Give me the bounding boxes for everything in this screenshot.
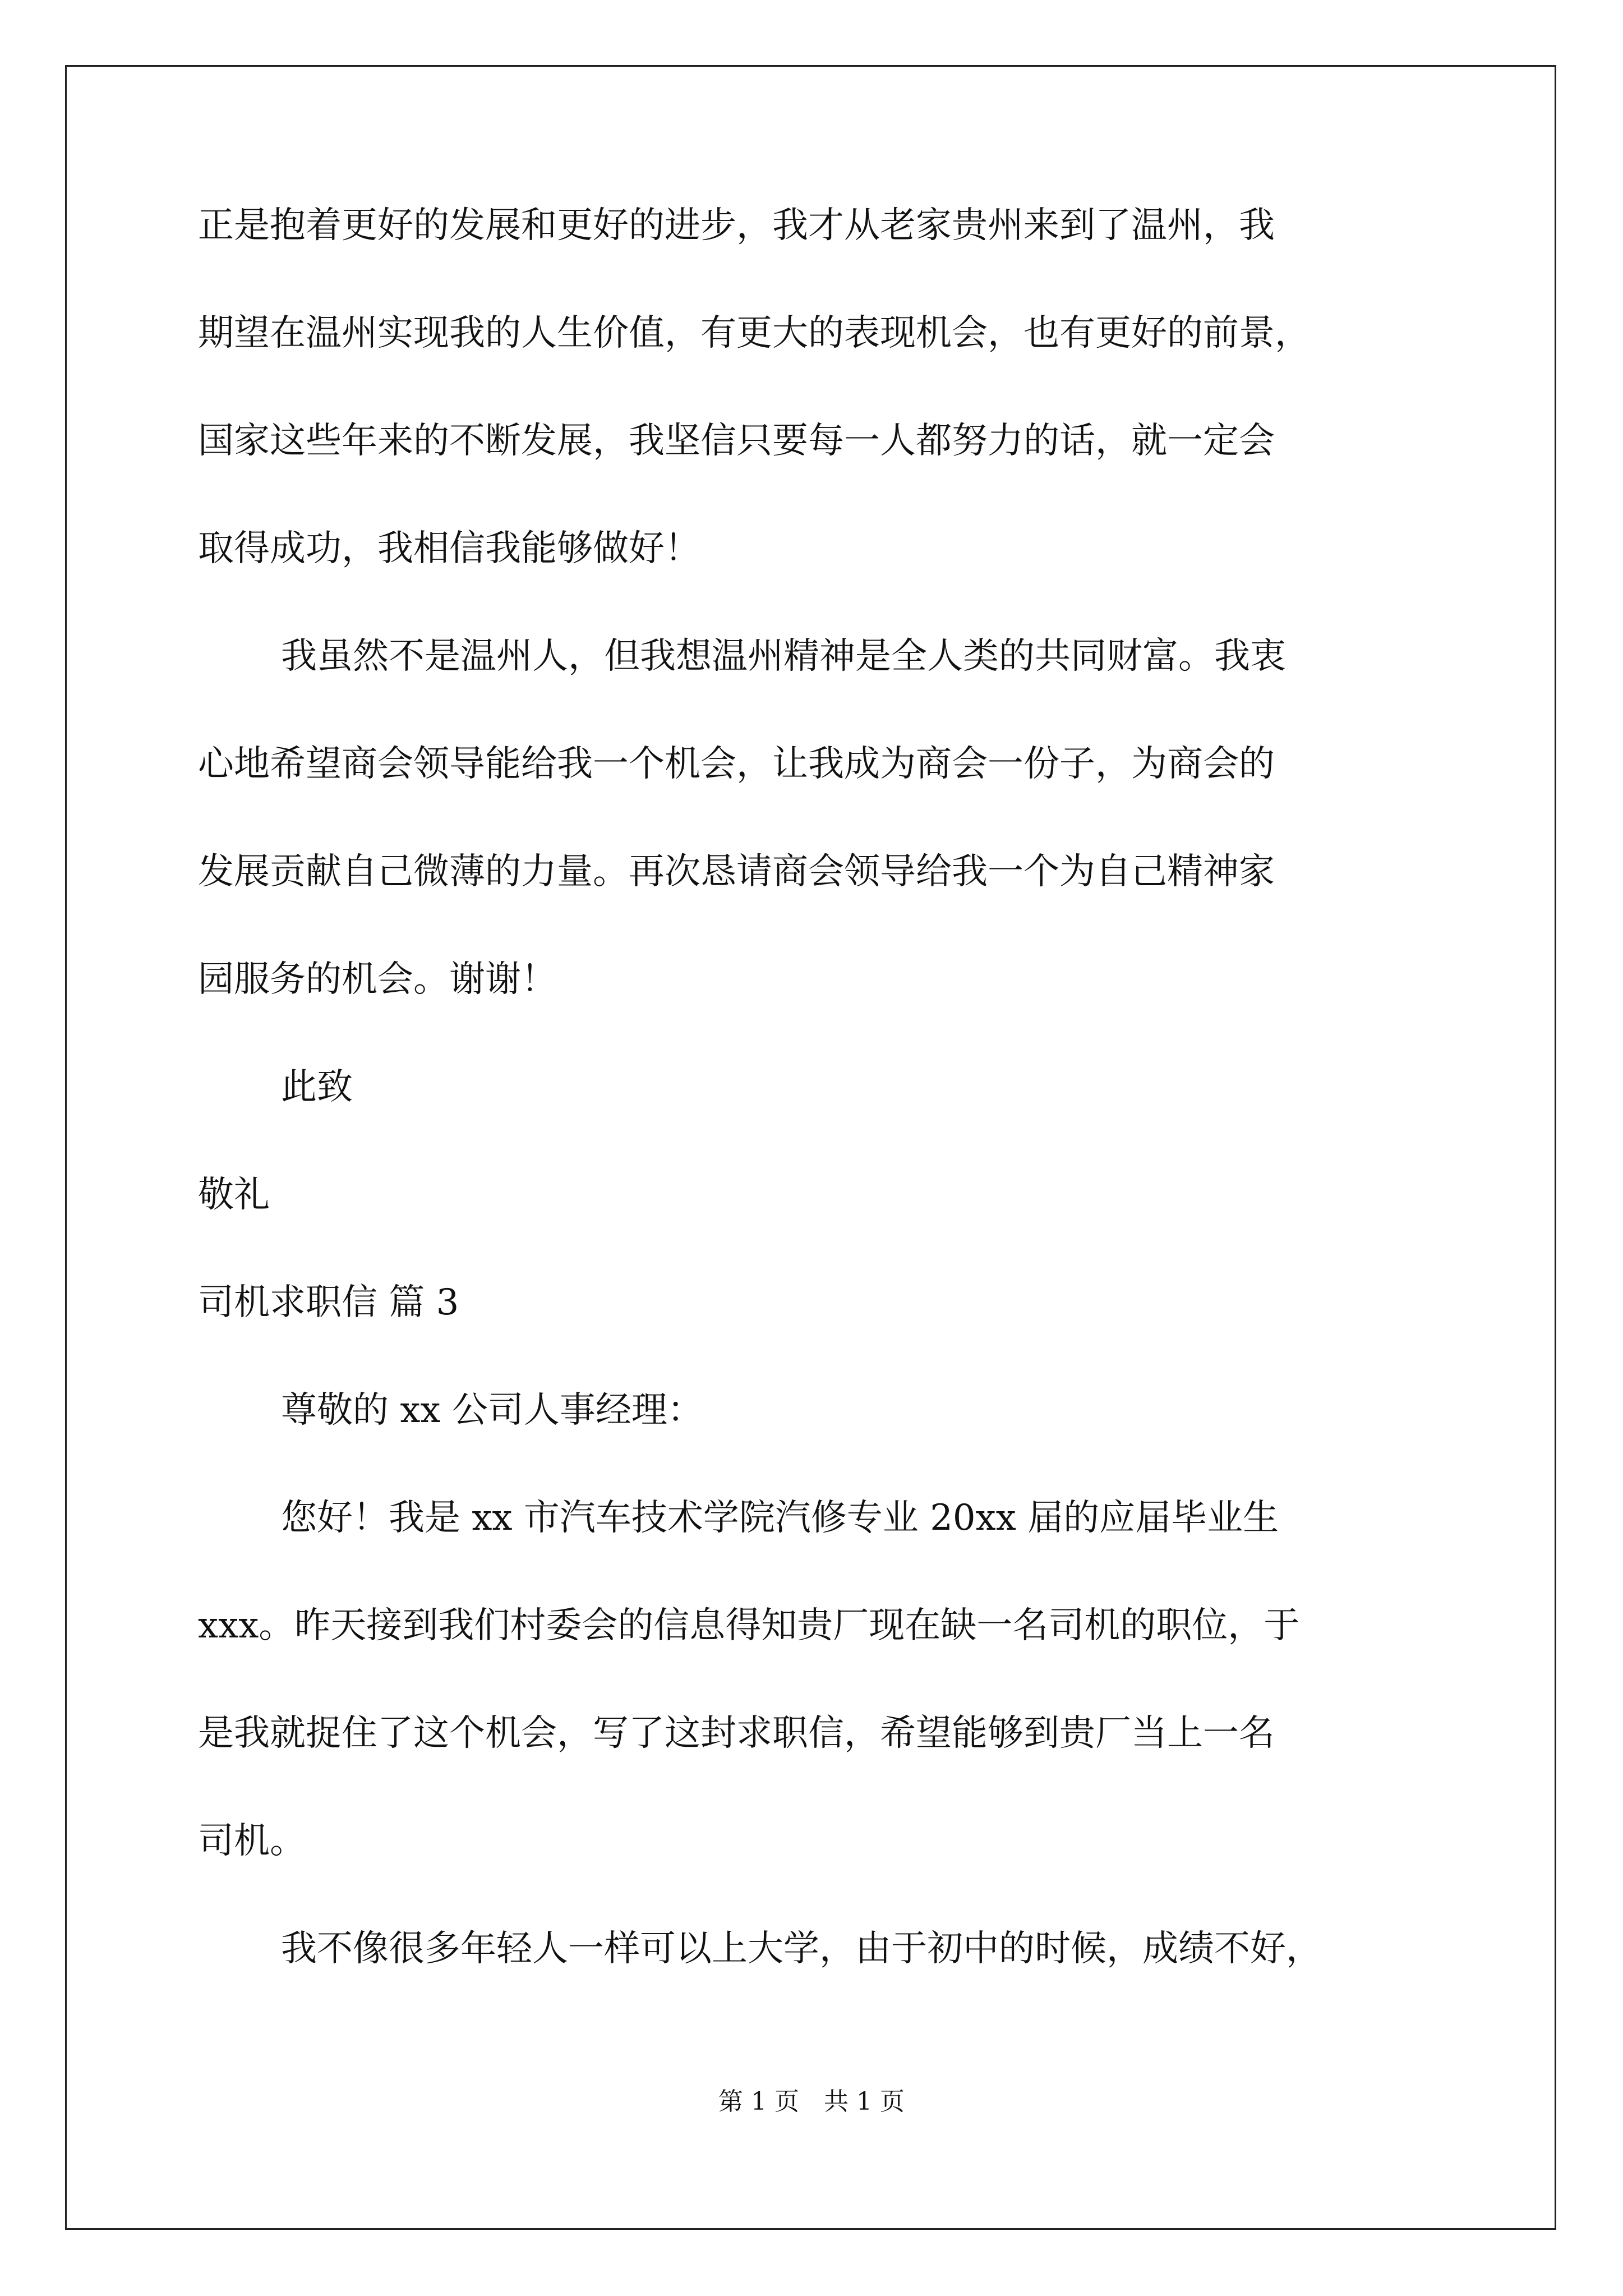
closing-line: 敬礼 [198, 1174, 270, 1216]
text-line: 是我就捉住了这个机会，写了这封求职信，希望能够到贵厂当上一名 [198, 1713, 1275, 1754]
text-line: 正是抱着更好的发展和更好的进步，我才从老家贵州来到了温州，我 [198, 205, 1275, 246]
page-footer: 第 1 页 共 1 页 [718, 2087, 905, 2116]
salutation-line: 此致 [281, 1066, 353, 1108]
text-line: 发展贡献自己微薄的力量。再次恳请商会领导给我一个为自己精神家 [198, 851, 1275, 892]
text-line: 园服务的机会。谢谢！ [198, 959, 557, 1000]
text-line: 我虽然不是温州人，但我想温州精神是全人类的共同财富。我衷 [281, 636, 1286, 677]
text-line: 期望在温州实现我的人生价值，有更大的表现机会，也有更好的前景， [198, 312, 1311, 354]
text-line: 我不像很多年轻人一样可以上大学，由于初中的时候，成绩不好， [281, 1928, 1322, 1970]
text-line: 国家这些年来的不断发展，我坚信只要每一人都努力的话，就一定会 [198, 420, 1275, 462]
text-line: 您好！我是 xx 市汽车技术学院汽修专业 20xx 届的应届毕业生 [281, 1497, 1279, 1539]
text-line: 司机。 [198, 1820, 306, 1862]
document-body [198, 205, 1449, 2039]
text-line: 心地希望商会领导能给我一个机会，让我成为商会一份子，为商会的 [198, 743, 1275, 785]
text-line: 取得成功，我相信我能够做好！ [198, 528, 700, 569]
section-heading: 司机求职信 篇 3 [198, 1282, 459, 1323]
text-line: xxx。昨天接到我们村委会的信息得知贵厂现在缺一名司机的职位，于 [198, 1605, 1300, 1646]
greeting-line: 尊敬的 xx 公司人事经理： [281, 1389, 703, 1431]
